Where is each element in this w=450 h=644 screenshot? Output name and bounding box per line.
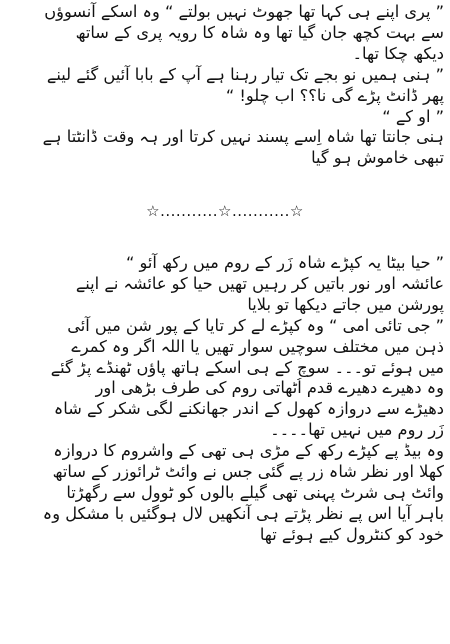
paragraph-6: [6, 316, 444, 441]
text-line: ” ہنی ہمیں نو بجے تک تیار رہنا ہے آپ کے بابا آئیں گئے لینے: [46, 64, 444, 84]
text-line: زَر روم میں نہیں تھا۔۔۔۔: [270, 420, 444, 440]
blank-line: [6, 169, 444, 190]
text-line: پھر ڈانٹ پڑے گی نا؟؟ اب چلو! “: [225, 85, 444, 105]
text-line: ذہن میں مختلف سوچیں سوار تھیں یا اللہ اگر وہ کمرے: [71, 336, 444, 356]
text-line: تبھی خاموش ہو گیا: [311, 148, 444, 168]
text-line: عائشہ اور نور باتیں کر رہیں تھیں حیا کو عائشہ نے اپنے: [75, 273, 444, 293]
text-line: ” پری اپنے ہی کہا تھا جھوٹ نہیں بولتے “ وہ اسکے آنسوؤں: [44, 2, 444, 21]
text-line: وہ بیڈ پے کپڑے رکھ کے مڑی ہی تھی کے واشروم کا دروازہ: [53, 441, 444, 461]
paragraph-3: [6, 107, 444, 128]
paragraph-5: [6, 253, 444, 316]
text-line: ” جی تائی امی “ وہ کپڑے لے کر تایا کے پور شن میں آئی: [67, 315, 444, 335]
text-line: باہر آیا اس پے نظر پڑتے ہی آنکھیں لال ہوگئیں با مشکل وہ: [42, 503, 444, 523]
text-line: دیکھ چکا تھا۔: [352, 43, 444, 63]
text-line: پورشن میں جاتے دیکھا تو بلایا: [247, 294, 444, 314]
text-line: دھیڑے سے دروازہ کھول کے اندر جھانکنے لگی شکر کے شاہ: [53, 399, 444, 419]
text-line: وہ دھیرے دھیرے قدم اُٹھاتی روم کی طرف بڑھی اور: [95, 378, 444, 398]
text-line: ” حیا بیٹا یہ کپڑے شاہ زَر کے روم میں رکھ آئو “: [125, 253, 444, 273]
paragraph-1: [6, 2, 444, 65]
text-line: ہنی جانتا تھا شاہ اِسے پسند نہیں کرتا اور ہہ وقت ڈانٹتا ہے: [42, 127, 444, 147]
paragraph-7: [6, 441, 444, 546]
star-separator: ☆...........☆...........☆: [146, 202, 304, 221]
text-line: کھلا اور نظر شاہ زر پے گئی جس نے وائٹ ٹرائوزر کے ساتھ: [52, 462, 444, 482]
paragraph-4: [6, 127, 444, 169]
blank-line: [6, 232, 444, 253]
text-line: وائٹ ہی شرٹ پہنی تھی گیلے بالوں کو ٹوول سے رگھڑتا: [66, 483, 444, 502]
text-line: ” او کے “: [382, 106, 444, 126]
text-line: خود کو کنٹرول کیے ہوئے تھا: [259, 524, 444, 544]
paragraph-2: [6, 65, 444, 107]
text-line: میں ہوئے تو۔۔۔ سوچ کے ہی اسکے ہاتھ پاؤں ٹھنڈے پڑ گئے: [50, 357, 444, 377]
text-line: سے بہت کچھ جان گیا تھا وہ شاہ کا رویہ پری کے ساتھ: [75, 22, 444, 42]
